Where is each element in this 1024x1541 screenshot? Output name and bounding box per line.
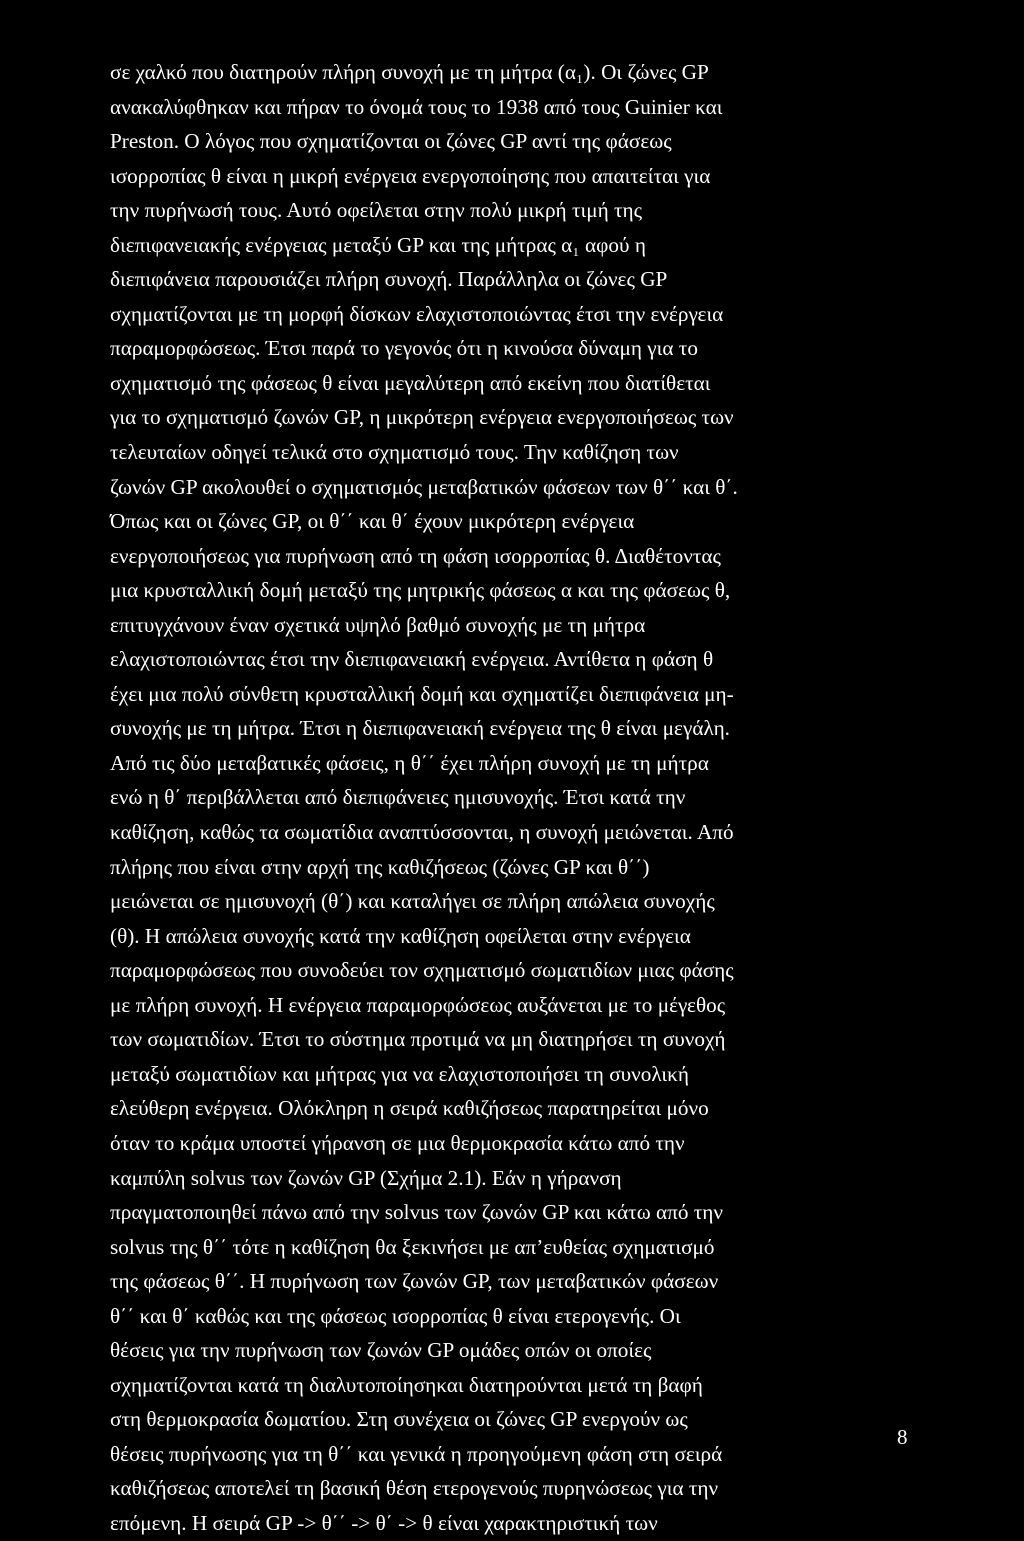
text-line: σχηματίζονται κατά τη διαλυτοποίησηκαι διατηρούνται μετά τη βαφή: [110, 1372, 703, 1397]
text-line: σε χαλκό που διατηρούν πλήρη συνοχή με τη μήτρα (α₁). Οι ζώνες GP: [110, 60, 709, 84]
text-line: καθιζήσεως αποτελεί τη βασική θέση ετερογενούς πυρηνώσεως για την: [110, 1476, 719, 1501]
text-line: καμπύλη solvus των ζωνών GP (Σχήμα 2.1). Εάν η γήρανση: [110, 1165, 622, 1190]
text-line: θέσεις για την πυρήνωση των ζωνών GP ομάδες οπών οι οποίες: [110, 1338, 652, 1363]
text-line: για το σχηματισμό ζωνών GP, η μικρότερη ενέργεια ενεργοποιήσεως των: [110, 405, 734, 430]
text-line: διεπιφάνεια παρουσιάζει πλήρη συνοχή. Παράλληλα οι ζώνες GP: [110, 267, 668, 292]
text-line: Preston. Ο λόγος που σχηματίζονται οι ζώνες GP αντί της φάσεως: [110, 129, 672, 154]
text-line: τελευταίων οδηγεί τελικά στο σχηματισμό τους. Την καθίζηση των: [110, 440, 679, 465]
text-line: πλήρης που είναι στην αρχή της καθιζήσεως (ζώνες GP και θ΄΄): [110, 854, 650, 879]
text-line: σχηματισμό της φάσεως θ είναι μεγαλύτερη από εκείνη που διατίθεται: [110, 370, 711, 395]
page-number: 8: [897, 1425, 908, 1449]
text-line: σχηματίζονται με τη μορφή δίσκων ελαχιστοποιώντας έτσι την ενέργεια: [110, 301, 724, 326]
text-line: (θ). Η απώλεια συνοχής κατά την καθίζηση οφείλεται στην ενέργεια: [110, 923, 691, 948]
text-line: μια κρυσταλλική δομή μεταξύ της μητρικής φάσεως α και της φάσεως θ,: [110, 578, 731, 603]
body-text: [110, 55, 910, 1541]
text-line: Όπως και οι ζώνες GP, οι θ΄΄ και θ΄ έχουν μικρότερη ενέργεια: [110, 509, 635, 534]
text-line: πραγματοποιηθεί πάνω από την solvus των ζωνών GP και κάτω από την: [110, 1200, 724, 1225]
text-line: ζωνών GP ακολουθεί ο σχηματισμός μεταβατικών φάσεων των θ΄΄ και θ΄.: [110, 474, 738, 499]
text-line: καθίζηση, καθώς τα σωματίδια αναπτύσσονται, η συνοχή μειώνεται. Από: [110, 820, 734, 845]
text-line: παραμορφώσεως που συνοδεύει τον σχηματισμό σωματιδίων μιας φάσης: [110, 958, 734, 983]
text-line: ελαχιστοποιώντας έτσι την διεπιφανειακή ενέργεια. Αντίθετα η φάση θ: [110, 647, 714, 672]
text-line: όταν το κράμα υποστεί γήρανση σε μια θερμοκρασία κάτω από την: [110, 1130, 685, 1155]
text-line: ελεύθερη ενέργεια. Ολόκληρη η σειρά καθιζήσεως παρατηρείται μόνο: [110, 1096, 709, 1121]
text-line: ισορροπίας θ είναι η μικρή ενέργεια ενεργοποίησης που απαιτείται για: [110, 163, 711, 188]
text-line: με πλήρη συνοχή. Η ενέργεια παραμορφώσεως αυξάνεται με το μέγεθος: [110, 992, 726, 1017]
text-line: στη θερμοκρασία δωματίου. Στη συνέχεια οι ζώνες GP ενεργούν ως: [110, 1407, 688, 1432]
text-line: solvus της θ΄΄ τότε η καθίζηση θα ξεκινήσει με απ’ευθείας σχηματισμό: [110, 1234, 715, 1259]
text-line: θέσεις πυρήνωσης για τη θ΄΄ και γενικά η προηγούμενη φάση στη σειρά: [110, 1441, 723, 1466]
text-line: παραμορφώσεως. Έτσι παρά το γεγονός ότι η κινούσα δύναμη για το: [110, 336, 698, 361]
text-line: Από τις δύο μεταβατικές φάσεις, η θ΄΄ έχει πλήρη συνοχή με τη μήτρα: [110, 750, 709, 775]
text-line: της φάσεως θ΄΄. Η πυρήνωση των ζωνών GP, των μεταβατικών φάσεων: [110, 1269, 719, 1294]
text-line: μεταξύ σωματιδίων και μήτρας για να ελαχιστοποιήσει τη συνολική: [110, 1061, 689, 1086]
text-line: ενώ η θ΄ περιβάλλεται από διεπιφάνειες ημισυνοχής. Έτσι κατά την: [110, 785, 686, 810]
text-line: ανακαλύφθηκαν και πήραν το όνομά τους το 1938 από τους Guinier και: [110, 94, 723, 119]
text-line: την πυρήνωσή τους. Αυτό οφείλεται στην πολύ μικρή τιμή της: [110, 198, 643, 223]
text-line: των σωματιδίων. Έτσι το σύστημα προτιμά να μη διατηρήσει τη συνοχή: [110, 1027, 726, 1052]
text-line: θ΄΄ και θ΄ καθώς και της φάσεως ισορροπίας θ είναι ετερογενής. Οι: [110, 1303, 681, 1328]
text-line: επόμενη. Η σειρά GP -> θ΄΄ -> θ΄ -> θ είναι χαρακτηριστική των: [110, 1510, 658, 1535]
text-line: ενεργοποιήσεως για πυρήνωση από τη φάση ισορροπίας θ. Διαθέτοντας: [110, 543, 721, 568]
text-line: διεπιφανειακής ενέργειας μεταξύ GP και της μήτρας α₁ αφού η: [110, 232, 646, 257]
text-line: συνοχής με τη μήτρα. Έτσι η διεπιφανειακή ενέργεια της θ είναι μεγάλη.: [110, 716, 730, 741]
text-line: μειώνεται σε ημισυνοχή (θ΄) και καταλήγει σε πλήρη απώλεια συνοχής: [110, 889, 715, 914]
text-line: επιτυγχάνουν έναν σχετικά υψηλό βαθμό συνοχής με τη μήτρα: [110, 612, 646, 637]
text-line: έχει μια πολύ σύνθετη κρυσταλλική δομή και σχηματίζει διεπιφάνεια μη-: [110, 681, 734, 706]
